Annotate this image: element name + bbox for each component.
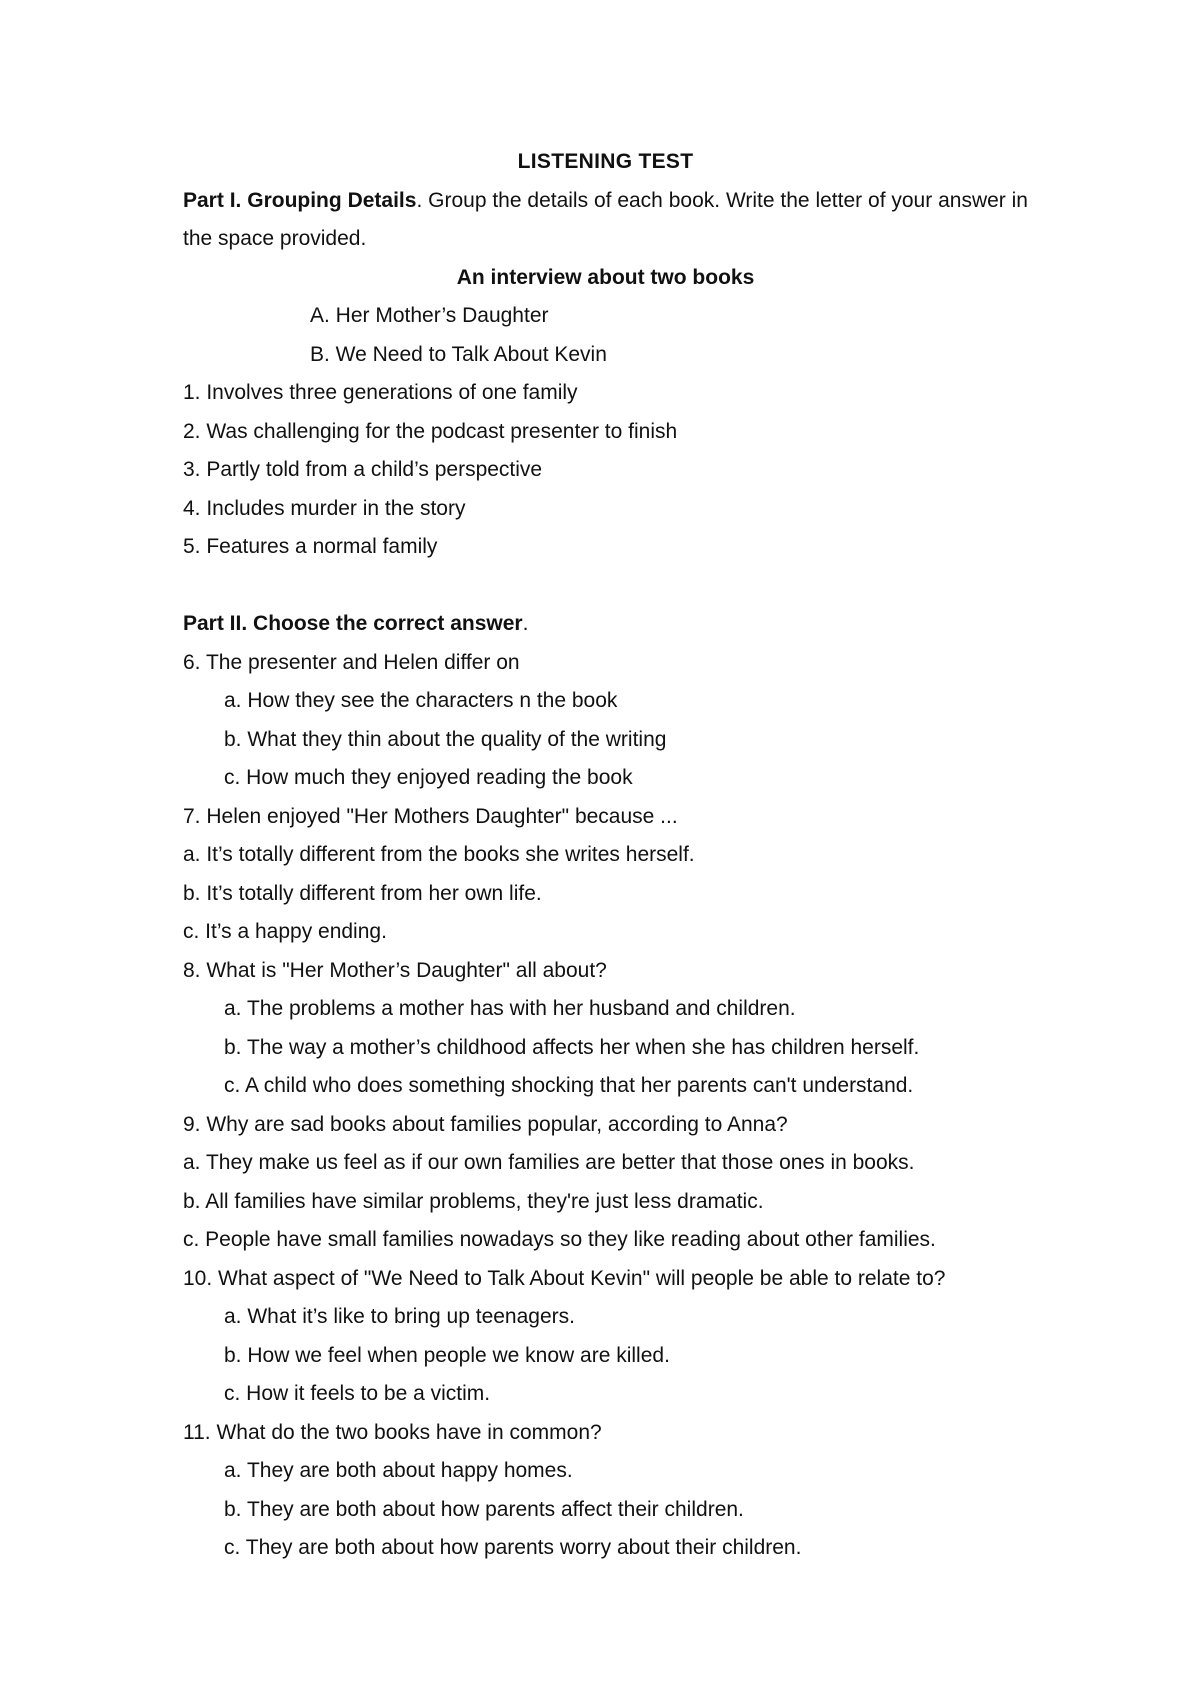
question-11: 11. What do the two books have in common? bbox=[183, 1420, 602, 1444]
question-7-option-a: a. It’s totally different from the books she writes herself. bbox=[183, 843, 695, 866]
question-7-option-b: b. It’s totally different from her own life. bbox=[183, 881, 542, 905]
question-10-option-b: b. How we feel when people we know are killed. bbox=[224, 1343, 670, 1367]
question-6-option-b: b. What they thin about the quality of the writing bbox=[224, 727, 667, 751]
question-11-option-b: b. They are both about how parents affect their children. bbox=[224, 1497, 744, 1521]
question-9: 9. Why are sad books about families popular, according to Anna? bbox=[183, 1112, 788, 1136]
question-6-option-c: c. How much they enjoyed reading the book bbox=[224, 766, 633, 789]
question-7-option-c: c. It’s a happy ending. bbox=[183, 920, 387, 943]
part2-heading-tail: . bbox=[522, 612, 529, 635]
document-page bbox=[183, 143, 1028, 1568]
book-option-a: A. Her Mother’s Daughter bbox=[310, 304, 549, 327]
question-10-option-a: a. What it’s like to bring up teenagers. bbox=[224, 1305, 575, 1328]
part2-heading-line bbox=[183, 605, 1028, 644]
question-11-option-c: c. They are both about how parents worry about their children. bbox=[224, 1536, 802, 1559]
book-option-b: B. We Need to Talk About Kevin bbox=[310, 342, 607, 366]
question-8-option-c: c. A child who does something shocking that her parents can't understand. bbox=[224, 1074, 914, 1097]
part1-heading: Part I. Grouping Details bbox=[183, 188, 417, 212]
question-9-option-a: a. They make us feel as if our own families are better that those ones in books. bbox=[183, 1151, 915, 1174]
grouping-item: 5. Features a normal family bbox=[183, 535, 438, 558]
question-9-option-b: b. All families have similar problems, they're just less dramatic. bbox=[183, 1189, 764, 1213]
question-8-option-a: a. The problems a mother has with her husband and children. bbox=[224, 997, 796, 1020]
question-10: 10. What aspect of "We Need to Talk About Kevin" will people be able to relate to? bbox=[183, 1266, 946, 1290]
grouping-item: 3. Partly told from a child’s perspective bbox=[183, 458, 543, 481]
grouping-item: 1. Involves three generations of one family bbox=[183, 381, 578, 404]
part1-intro bbox=[183, 182, 1028, 259]
question-6: 6. The presenter and Helen differ on bbox=[183, 650, 520, 674]
question-7: 7. Helen enjoyed "Her Mothers Daughter" because ... bbox=[183, 804, 678, 828]
grouping-item: 2. Was challenging for the podcast presenter to finish bbox=[183, 419, 678, 443]
question-8: 8. What is "Her Mother’s Daughter" all about? bbox=[183, 958, 607, 982]
part1-instruction: . Group the details of each book. Write the letter of your answer in the space provided. bbox=[183, 188, 1028, 250]
part2-heading: Part II. Choose the correct answer bbox=[183, 612, 523, 635]
question-9-option-c: c. People have small families nowadays so they like reading about other families. bbox=[183, 1228, 936, 1251]
grouping-item: 4. Includes murder in the story bbox=[183, 496, 466, 520]
question-8-option-b: b. The way a mother’s childhood affects her when she has children herself. bbox=[224, 1035, 920, 1059]
question-10-option-c: c. How it feels to be a victim. bbox=[224, 1382, 491, 1405]
part1-subtitle: An interview about two books bbox=[456, 265, 755, 289]
question-11-option-a: a. They are both about happy homes. bbox=[224, 1459, 573, 1482]
section-spacer bbox=[183, 567, 1028, 606]
page-title: LISTENING TEST bbox=[517, 150, 694, 173]
question-6-option-a: a. How they see the characters n the book bbox=[224, 689, 618, 712]
